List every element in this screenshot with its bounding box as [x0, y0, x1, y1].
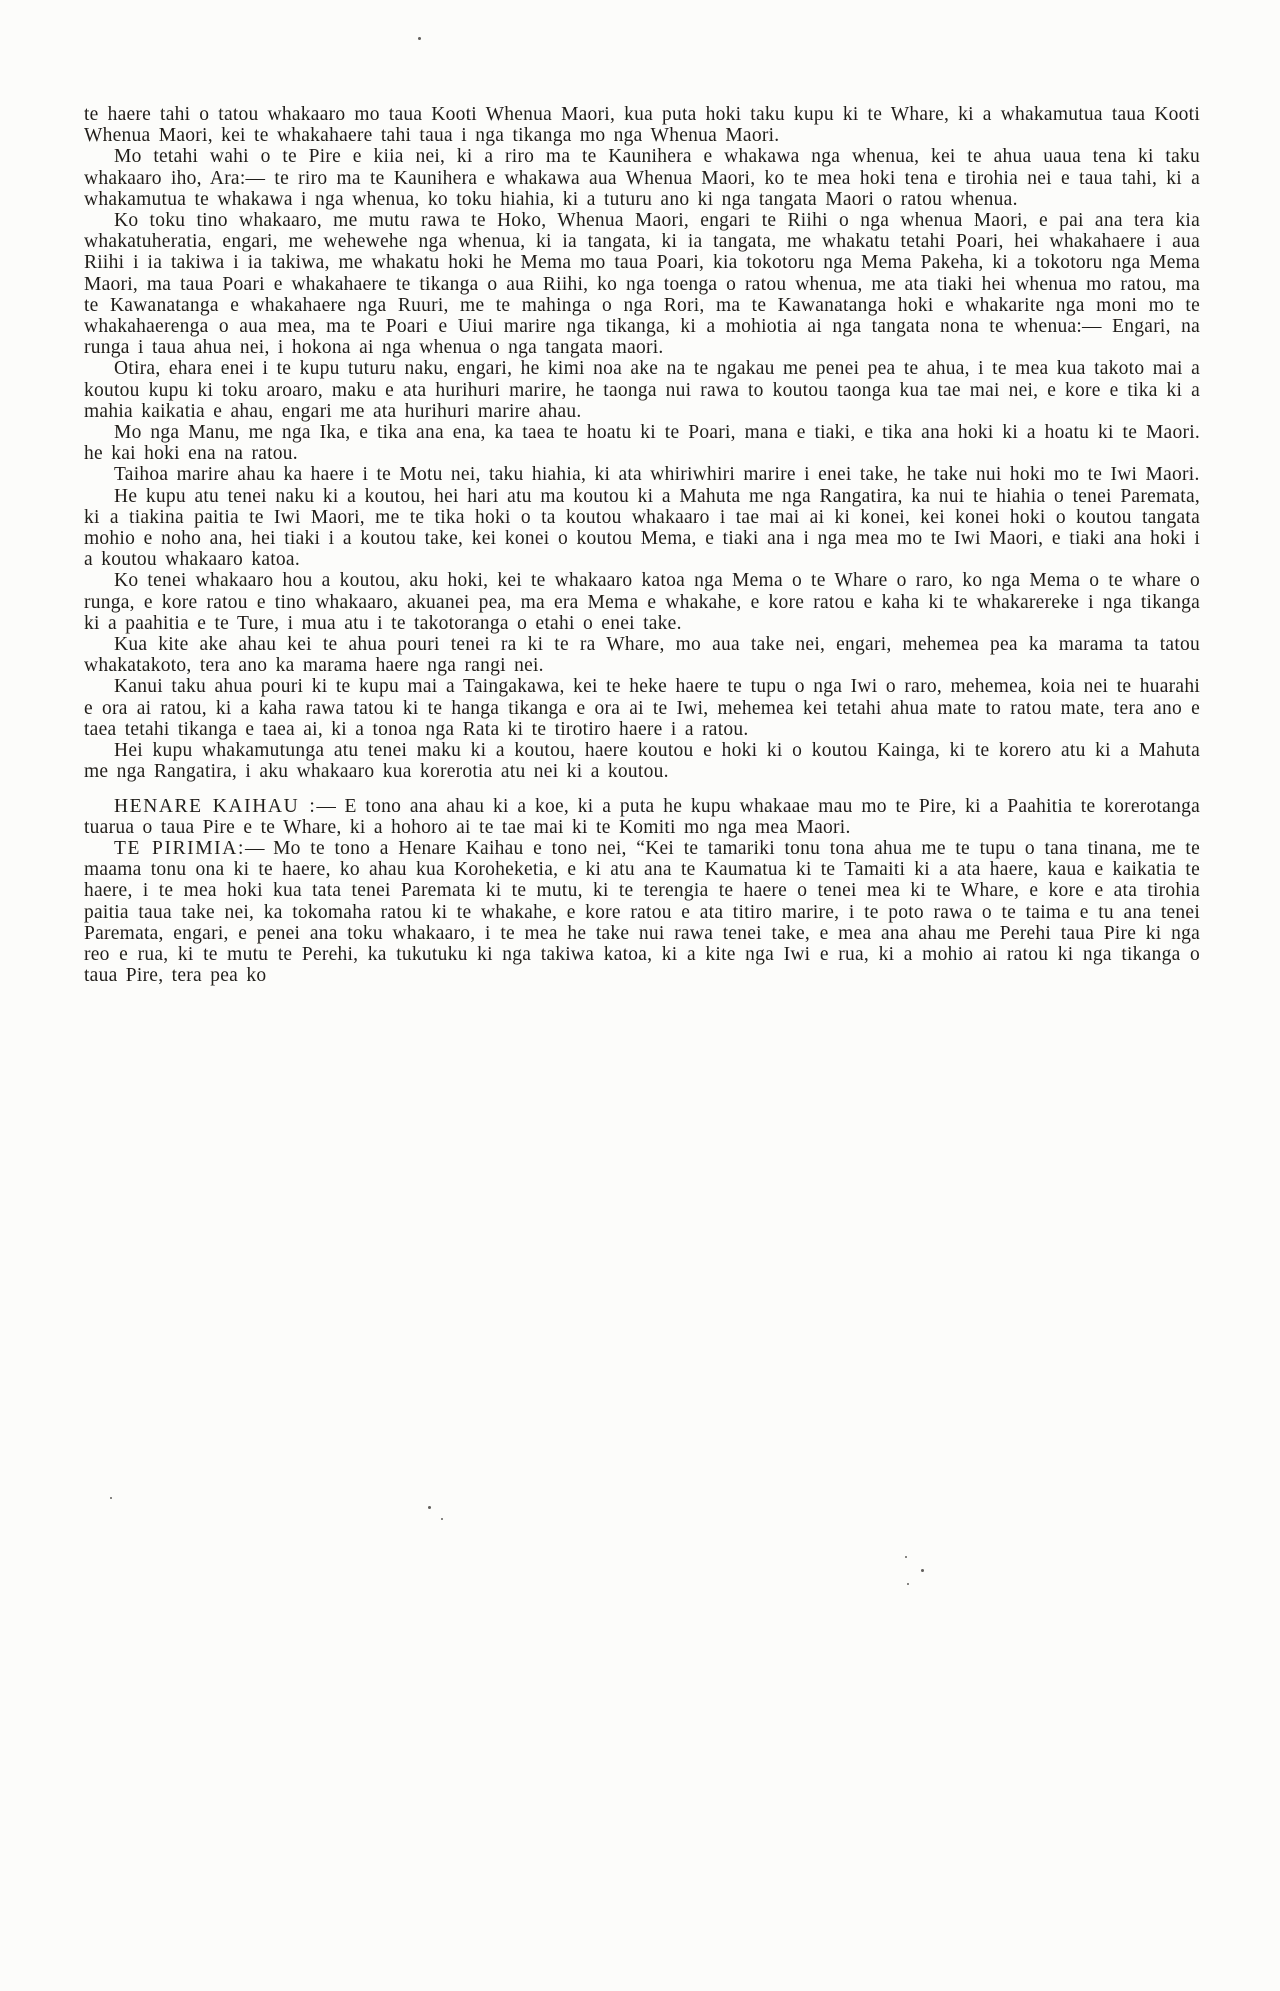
paragraph: Ko toku tino whakaaro, me mutu rawa te Hoko, Whenua Maori, engari te Riihi o nga whenua Maori, e pai ana tera kia whakatuheratia, engari, me wehewehe nga whenua, ki ia tangata, ki ia tangata, me whakatu tetahi Poari, hei whakahaere i aua Riihi i ia takiwa i ia takiwa, me whakatu hoki he Mema mo taua Poari, kia tokotoru nga Mema Pakeha, ki a tokotoru nga Mema Maori, ma taua Poari e whakahaere te tikanga o aua Riihi, ko nga toenga o ratou whenua, me ata tiaki hei whenua mo ratou, ma te Kawanatanga e whakahaere nga Ruuri, me te mahinga o nga Rori, ma te Kawanatanga hoki e whakarite nga moni mo te whakahaerenga o aua mea, ma te Poari e Uiui marire nga tikanga, ki a mohiotia ai nga tangata nona te whenua:— Engari, na runga i taua ahua nei, i hokona ai nga whenua o nga tangata maori. [84, 210, 1200, 359]
document-page-text [84, 104, 1200, 986]
scan-speck [110, 1497, 112, 1499]
scan-speck [418, 37, 421, 40]
scan-speck [907, 1583, 909, 1585]
paragraph: Mo tetahi wahi o te Pire e kiia nei, ki a riro ma te Kaunihera e whakawa nga whenua, kei te ahua uaua tena ki taku whakaaro iho, Ara:— te riro ma te Kaunihera e whakawa aua Whenua Maori, ko te mea hoki tena e tirohia nei e taua tahi, ki a whakamutua te whakawa i nga whenua, ko toku hiahia, ki a tuturu ano ki nga tangata Maori o ratou whenua. [84, 146, 1200, 210]
speaker-name: HENARE KAIHAU :— [114, 795, 338, 817]
paragraph: Hei kupu whakamutunga atu tenei maku ki a koutou, haere koutou e hoki ki o koutou Kainga, ki te korero atu ki a Mahuta me nga Rangatira, i aku whakaaro kua korerotia atu nei ki a koutou. [84, 740, 1200, 783]
scan-speck [428, 1506, 431, 1509]
scan-speck [441, 1518, 443, 1520]
scan-speck [921, 1569, 924, 1572]
paragraph: He kupu atu tenei naku ki a koutou, hei hari atu ma koutou ki a Mahuta me nga Rangatira, ka nui te hiahia o tenei Paremata, ki a tiakina paitia te Iwi Maori, me te tika hoki o ta koutou whakaaro i tae mai ai ki konei, kei konei hoki o koutou tangata mohio e noho ana, hei tiaki i a koutou take, kei konei o koutou Mema, e tiaki ana i nga mea mo te Iwi Maori, e tiaki ana hoki i a koutou whakaaro katoa. [84, 485, 1200, 571]
scan-speck [905, 1556, 907, 1558]
paragraph: te haere tahi o tatou whakaaro mo taua Kooti Whenua Maori, kua puta hoki taku kupu ki te Whare, ki a whakamutua taua Kooti Whenua Maori, kei te whakahaere tahi taua i nga tikanga mo nga Whenua Maori. [84, 104, 1200, 147]
paragraph: Mo nga Manu, me nga Ika, e tika ana ena, ka taea te hoatu ki te Poari, mana e tiaki, e tika ana hoki ki a hoatu ki te Maori. he kai hoki ena na ratou. [84, 422, 1200, 465]
paragraph-speech [84, 838, 1200, 986]
paragraph-speech [84, 796, 1200, 838]
paragraph: Otira, ehara enei i te kupu tuturu naku, engari, he kimi noa ake na te ngakau me penei pea te ahua, i te mea kua takoto mai a koutou kupu ki toku aroaro, maku e ata hurihuri marire, he taonga nui rawa to koutou taonga kua tae mai nei, e kore e tika ki a mahia kaikatia e ahau, engari me ata hurihuri marire ahau. [84, 358, 1200, 422]
paragraph: Kanui taku ahua pouri ki te kupu mai a Taingakawa, kei te heke haere te tupu o nga Iwi o raro, mehemea, koia nei te huarahi e ora ai ratou, ki a kaha rawa tatou ki te hanga tikanga e ora ai te Iwi, mehemea kei tetahi ahua mate to ratou mate, tera ano e taea tetahi tikanga e taea ai, ki a tonoa nga Rata ki te tirotiro haere i a ratou. [84, 676, 1200, 740]
speech-text: E tono ana ahau ki a koe, ki a puta he kupu whakaae mau mo te Pire, ki a Paahitia te korerotanga tuarua o taua Pire e te Whare, ki a hohoro ai te tae mai ki te Komiti mo nga mea Maori. [84, 795, 1200, 838]
speech-text: Mo te tono a Henare Kaihau e tono nei, “Kei te tamariki tonu tona ahua me te tupu o tana tinana, me te maama tonu ona ki te haere, ko ahau kua Koroheketia, e ki atu ana te Kaumatua ki te Tamaiti ki a ata haere, kaua e kaikatia te haere, i te mea hoki kua tata tenei Paremata ki te mutu, ki te terengia te haere o tenei mea ki te Whare, e kore e ata tirohia paitia taua take nei, ka tokomaha ratou ki te whakahe, e kore ratou e ata titiro marire, i te poto rawa o te taima e tu ana tenei Paremata, engari, e penei ana toku whakaaro, i te mea he take nui rawa tenei take, e mea ana ahau me Perehi taua Pire ki nga reo e rua, ki te mutu te Perehi, ka tukutuku ki nga takiwa katoa, ki a kite nga Iwi e rua, ki a mohio ai ratou ki nga tikanga o taua Pire, tera pea ko [84, 837, 1200, 987]
paragraph: Kua kite ake ahau kei te ahua pouri tenei ra ki te ra Whare, mo aua take nei, engari, mehemea pea ka marama ta tatou whakatakoto, tera ano ka marama haere nga rangi nei. [84, 634, 1200, 677]
paragraph: Ko tenei whakaaro hou a koutou, aku hoki, kei te whakaaro katoa nga Mema o te Whare o raro, ko nga Mema o te whare o runga, e kore ratou e tino whakaaro, akuanei pea, ma era Mema e whakahe, e kore ratou e kaha ki te whakarereke i nga tikanga ki a paahitia e te Ture, i mua atu i te takotoranga o etahi o enei take. [84, 570, 1200, 634]
paragraph: Taihoa marire ahau ka haere i te Motu nei, taku hiahia, ki ata whiriwhiri marire i enei take, he take nui hoki mo te Iwi Maori. [114, 464, 1200, 486]
speaker-name: TE PIRIMIA:— [114, 837, 267, 859]
